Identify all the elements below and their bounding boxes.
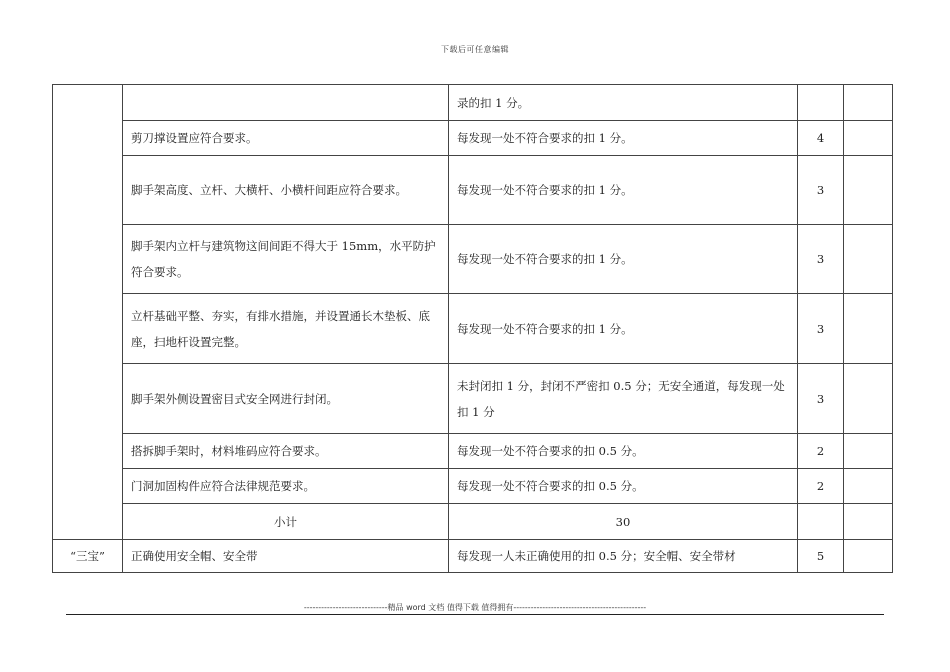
table-row: [53, 294, 893, 364]
extra-cell: [844, 121, 893, 156]
table-row: [53, 364, 893, 434]
rule-cell: 未封闭扣 1 分，封闭不严密扣 0.5 分；无安全通道，每发现一处扣 1 分: [449, 364, 798, 434]
footer-divider: [66, 614, 884, 615]
table-row: [53, 469, 893, 504]
extra-cell: [844, 85, 893, 121]
table-row: [53, 85, 893, 121]
item-cell: [123, 85, 449, 121]
item-cell: 脚手架内立杆与建筑物这间间距不得大于 15mm，水平防护符合要求。: [123, 225, 449, 294]
extra-cell: [844, 225, 893, 294]
rule-cell: 每发现一处不符合要求的扣 0.5 分。: [449, 434, 798, 469]
item-cell: 搭拆脚手架时，材料堆码应符合要求。: [123, 434, 449, 469]
category-cell: “三宝”: [53, 540, 123, 573]
page-footer-note: -----------------------------精品 word 文档 值得下载 值得拥有----------------------------------------------: [303, 603, 647, 612]
page-header-note: 下载后可任意编辑: [441, 45, 509, 54]
score-cell: 3: [798, 225, 844, 294]
table-row: [53, 156, 893, 225]
score-cell: 3: [798, 364, 844, 434]
subtotal-row: [53, 504, 893, 540]
rule-cell: 每发现一处不符合要求的扣 1 分。: [449, 225, 798, 294]
item-cell: 剪刀撑设置应符合要求。: [123, 121, 449, 156]
extra-cell: [844, 504, 893, 540]
item-cell: 脚手架高度、立杆、大横杆、小横杆间距应符合要求。: [123, 156, 449, 225]
extra-cell: [844, 294, 893, 364]
score-cell: 3: [798, 294, 844, 364]
table-row: [53, 121, 893, 156]
category-cell: [53, 85, 123, 540]
item-cell: 门洞加固构件应符合法律规范要求。: [123, 469, 449, 504]
extra-cell: [844, 156, 893, 225]
table-row: [53, 540, 893, 573]
rule-cell: 每发现一处不符合要求的扣 0.5 分。: [449, 469, 798, 504]
score-cell: 2: [798, 469, 844, 504]
item-cell: 正确使用安全帽、安全带: [123, 540, 449, 573]
score-cell: 2: [798, 434, 844, 469]
extra-cell: [844, 469, 893, 504]
table-row: [53, 434, 893, 469]
extra-cell: [844, 364, 893, 434]
extra-cell: [844, 434, 893, 469]
score-cell: 4: [798, 121, 844, 156]
subtotal-value: 30: [449, 504, 798, 540]
table-row: [53, 225, 893, 294]
score-cell: [798, 85, 844, 121]
score-cell: 5: [798, 540, 844, 573]
subtotal-label: 小计: [123, 504, 449, 540]
extra-cell: [844, 540, 893, 573]
item-cell: 脚手架外侧设置密目式安全网进行封闭。: [123, 364, 449, 434]
score-cell: [798, 504, 844, 540]
rule-cell: 录的扣 1 分。: [449, 85, 798, 121]
rule-cell: 每发现一人未正确使用的扣 0.5 分；安全帽、安全带材: [449, 540, 798, 573]
item-cell: 立杆基础平整、夯实，有排水措施，并设置通长木垫板、底座，扫地杆设置完整。: [123, 294, 449, 364]
rule-cell: 每发现一处不符合要求的扣 1 分。: [449, 156, 798, 225]
rule-cell: 每发现一处不符合要求的扣 1 分。: [449, 121, 798, 156]
inspection-table: [52, 84, 893, 573]
score-cell: 3: [798, 156, 844, 225]
rule-cell: 每发现一处不符合要求的扣 1 分。: [449, 294, 798, 364]
